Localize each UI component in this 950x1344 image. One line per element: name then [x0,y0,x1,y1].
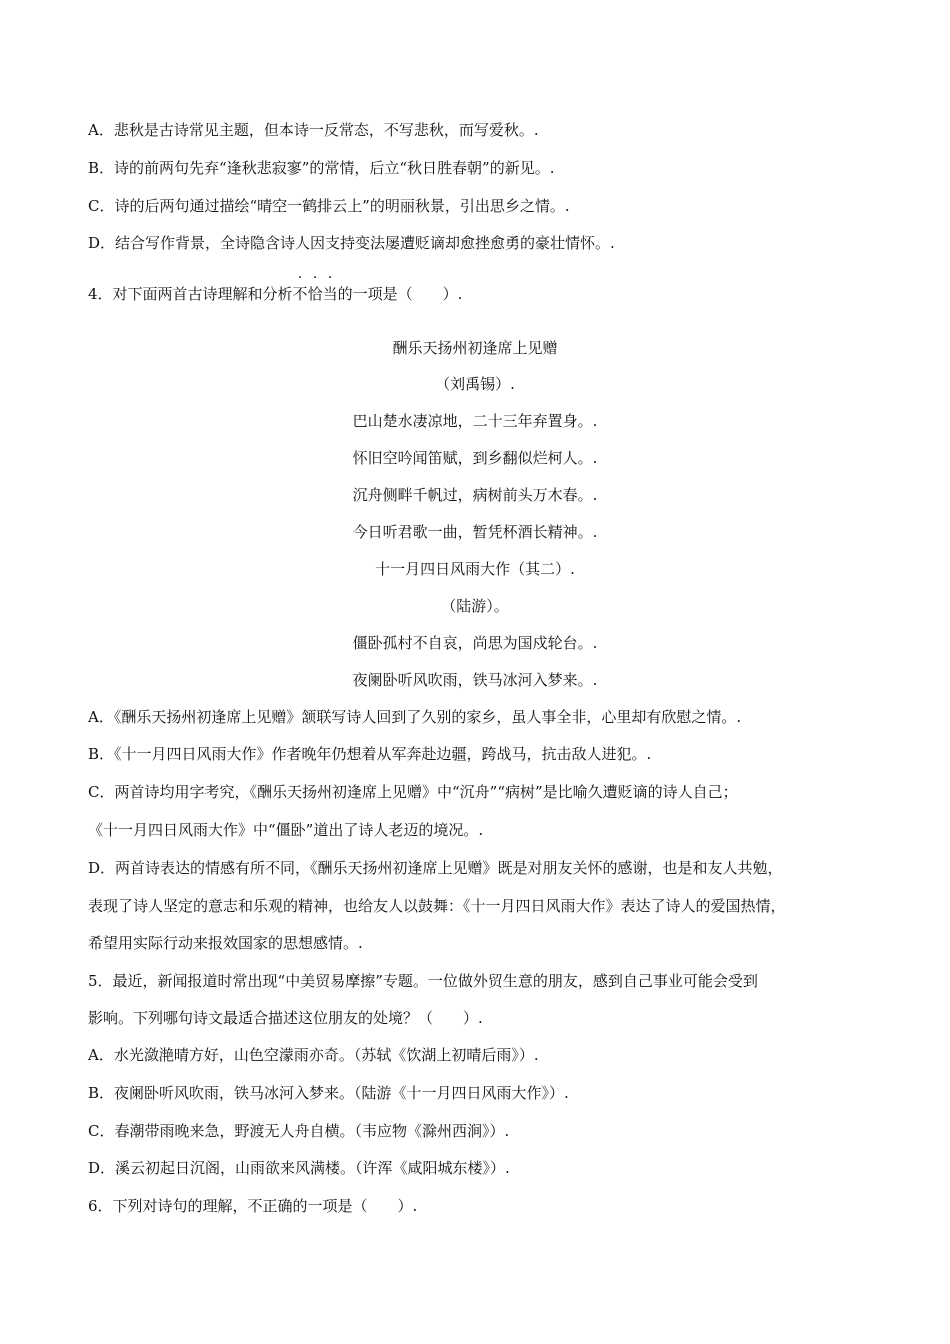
q5-option-d: D．溪云初起日沉阁，山雨欲来风满楼。（许浑《咸阳城东楼》）. [88,1159,510,1177]
q4-stem-pre: 4．对下面两首古诗理解和分析 [88,285,293,303]
q4-option-d-cont-1: 表现了诗人坚定的意志和乐观的精神，也给友人以鼓舞：《十一月四日风雨大作》表达了诗人的爱国热情， [88,897,786,915]
poem2-author: （陆游）。 [441,597,509,615]
q5-stem-line-2: 影响。下列哪句诗文最适合描述这位朋友的处境？（ ）. [88,1009,483,1027]
poem1-line-2: 怀旧空吟闻笛赋，到乡翻似烂柯人。. [352,449,598,467]
q4-stem-emph-2: 恰 [307,285,323,303]
poem2-title: 十一月四日风雨大作（其二）. [375,560,575,578]
poem1-author: （刘禹锡）. [435,375,515,393]
q4-stem [88,284,862,304]
q4-option-c-cont: 《十一月四日风雨大作》中“僵卧”道出了诗人老迈的境况。. [88,821,484,839]
q5-option-a: A．水光潋滟晴方好，山色空濛雨亦奇。（苏轼《饮湖上初晴后雨》）. [88,1046,539,1064]
poem2-line-1: 僵卧孤村不自哀，尚思为国戍轮台。. [352,634,598,652]
q4-option-b: B．《十一月四日风雨大作》作者晚年仍想着从军奔赴边疆，跨战马，抗击敌人进犯。. [88,745,652,763]
q5-option-c: C．春潮带雨晚来急，野渡无人舟自横。（韦应物《滁州西涧》）. [88,1122,510,1140]
q4-stem-post: 的一项是（ ）. [337,285,463,303]
poem2-line-2: 夜阑卧听风吹雨，铁马冰河入梦来。. [352,671,598,689]
q4-option-c: C．两首诗均用字考究，《酬乐天扬州初逢席上见赠》中“沉舟”“病树”是比喻久遭贬谪的诗人自己； [88,783,738,801]
poem1-line-4: 今日听君歌一曲，暂凭杯酒长精神。. [352,523,598,541]
q4-option-d: D．两首诗表达的情感有所不同，《酬乐天扬州初逢席上见赠》既是对朋友关怀的感谢，也是和友人共勉， [88,859,783,877]
poem1-title: 酬乐天扬州初逢席上见赠 [392,339,558,357]
q3-option-b: B．诗的前两句先弃“逢秋悲寂寥”的常情，后立“秋日胜春朝”的新见。. [88,159,555,177]
poem1-line-3: 沉舟侧畔千帆过，病树前头万木春。. [352,486,598,504]
q4-stem-emph-1: 不 [292,285,308,303]
poem1-line-1: 巴山楚水凄凉地，二十三年弃置身。. [352,412,598,430]
q4-stem-emph-3: 当 [322,285,338,303]
q4-option-d-cont-2: 希望用实际行动来报效国家的思想感情。. [88,934,363,952]
q5-stem-line-1: 5．最近，新闻报道时常出现“中美贸易摩擦”专题。一位做外贸生意的朋友，感到自己事业可能会受到 [88,972,758,990]
q3-option-d: D．结合写作背景，全诗隐含诗人因支持变法屡遭贬谪却愈挫愈勇的豪壮情怀。. [88,234,615,252]
q5-option-b: B．夜阑卧听风吹雨，铁马冰河入梦来。（陆游《十一月四日风雨大作》）. [88,1084,569,1102]
q3-option-a: A．悲秋是古诗常见主题，但本诗一反常态，不写悲秋，而写爱秋。. [88,121,539,139]
q6-stem: 6．下列对诗句的理解，不正确的一项是（ ）. [88,1197,418,1215]
q4-option-a: A．《酬乐天扬州初逢席上见赠》颔联写诗人回到了久别的家乡，虽人事全非，心里却有欣慰之情。. [88,708,742,726]
q3-option-c: C．诗的后两句通过描绘“晴空一鹤排云上”的明丽秋景，引出思乡之情。. [88,197,570,215]
